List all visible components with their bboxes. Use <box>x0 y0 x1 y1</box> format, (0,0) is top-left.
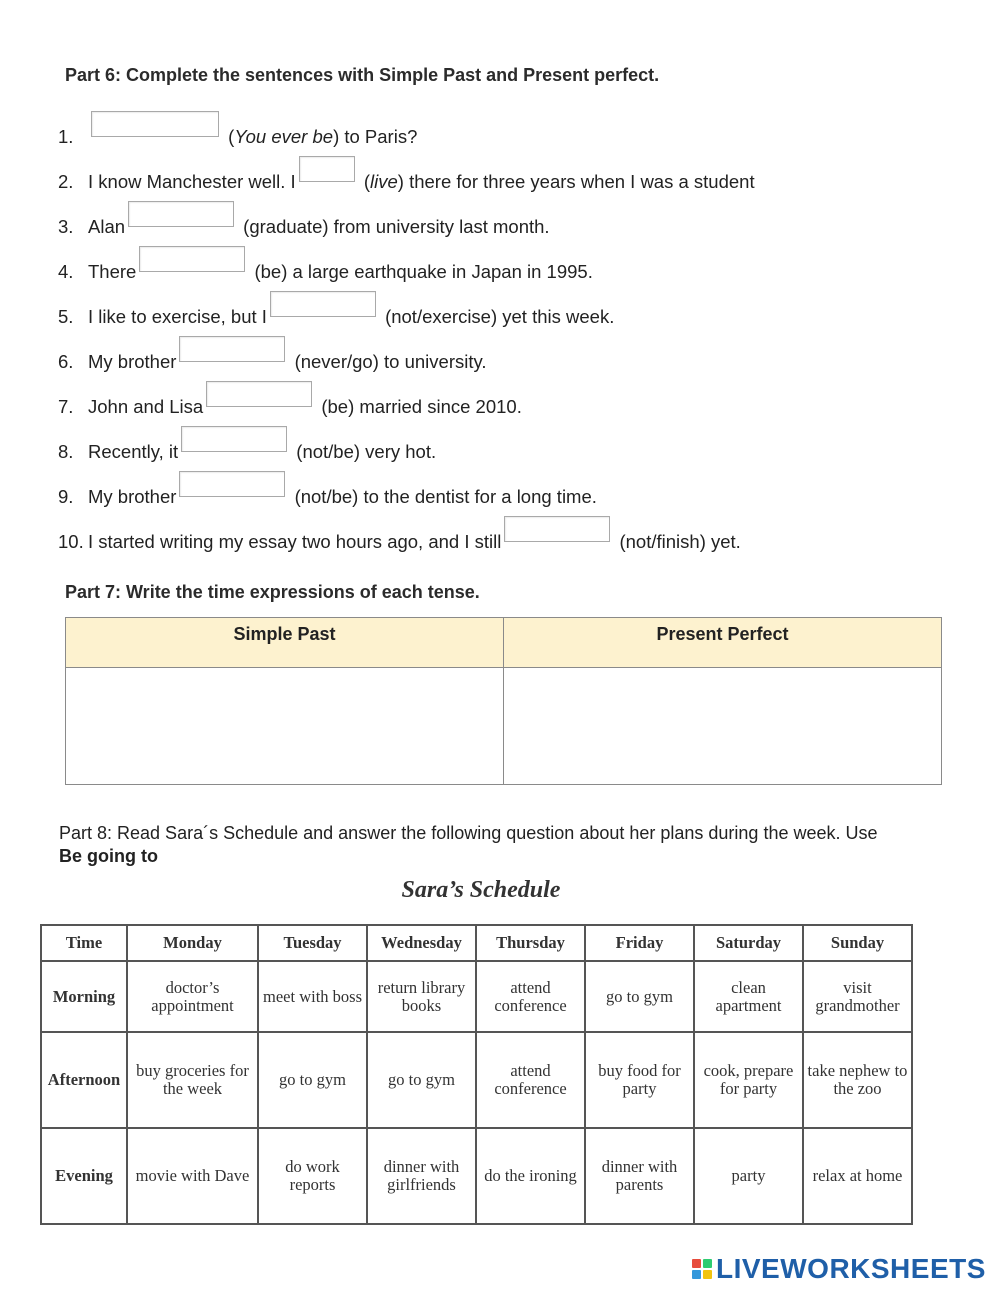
header-cell: Time <box>41 925 127 961</box>
header-cell: Saturday <box>694 925 803 961</box>
item-hint: (never/go) to university. <box>294 351 487 372</box>
schedule-row-morning <box>41 961 912 1032</box>
item-hint: (live) there for three years when I was a student <box>363 171 755 192</box>
part7-heading: Part 7: Write the time expressions of each tense. <box>65 582 480 602</box>
answer-input-5[interactable] <box>270 291 376 317</box>
logo-text: LIVEWORKSHEETS <box>716 1253 986 1284</box>
exercise-item-6 <box>58 345 487 375</box>
schedule-row-afternoon <box>41 1032 912 1128</box>
header-cell: Sunday <box>803 925 912 961</box>
item-number: 7. <box>58 396 74 417</box>
exercise-item-10 <box>58 525 741 555</box>
part8-bold: Be going to <box>59 846 158 866</box>
schedule-table <box>40 924 913 1225</box>
item-hint: (not/be) very hot. <box>296 441 437 462</box>
schedule-cell: attend conference <box>476 1032 585 1128</box>
schedule-cell: visit grandmother <box>803 961 912 1032</box>
header-cell: Tuesday <box>258 925 367 961</box>
logo-square-yellow <box>703 1270 712 1279</box>
item-text: I like to exercise, but I <box>88 306 267 327</box>
header-cell: Monday <box>127 925 258 961</box>
exercise-item-8 <box>58 435 436 465</box>
exercise-item-7 <box>58 390 522 420</box>
schedule-cell: take nephew to the zoo <box>803 1032 912 1128</box>
schedule-cell: do work reports <box>258 1128 367 1224</box>
item-number: 8. <box>58 441 74 462</box>
logo-square-green <box>703 1259 712 1268</box>
schedule-cell: go to gym <box>258 1032 367 1128</box>
item-number: 4. <box>58 261 74 282</box>
exercise-item-2 <box>58 165 755 195</box>
schedule-cell: party <box>694 1128 803 1224</box>
col-present-perfect: Present Perfect <box>504 618 942 668</box>
answer-input-6[interactable] <box>179 336 285 362</box>
schedule-cell: buy food for party <box>585 1032 694 1128</box>
item-text: I started writing my essay two hours ago, and I still <box>88 531 502 552</box>
header-cell: Wednesday <box>367 925 476 961</box>
item-text: There <box>88 261 137 282</box>
row-label: Evening <box>41 1128 127 1224</box>
part8-instructions <box>59 822 959 868</box>
logo-square-red <box>692 1259 701 1268</box>
header-cell: Thursday <box>476 925 585 961</box>
schedule-row-evening <box>41 1128 912 1224</box>
schedule-cell: doctor’s appointment <box>127 961 258 1032</box>
logo-square-blue <box>692 1270 701 1279</box>
liveworksheets-logo[interactable] <box>692 1253 986 1285</box>
schedule-title: Sara’s Schedule <box>401 877 561 903</box>
row-label: Morning <box>41 961 127 1032</box>
present-perfect-answer-cell[interactable] <box>504 668 942 785</box>
schedule-cell: clean apartment <box>694 961 803 1032</box>
exercise-item-9 <box>58 480 597 510</box>
answer-input-3[interactable] <box>128 201 234 227</box>
item-hint: (be) married since 2010. <box>321 396 522 417</box>
header-cell: Friday <box>585 925 694 961</box>
schedule-cell: dinner with parents <box>585 1128 694 1224</box>
schedule-cell: do the ironing <box>476 1128 585 1224</box>
item-hint: (not/be) to the dentist for a long time. <box>294 486 597 507</box>
time-expressions-table <box>65 617 942 785</box>
part8-text: Part 8: Read Sara´s Schedule and answer the following question about her plans during the week. Use <box>59 823 878 843</box>
answer-input-7[interactable] <box>206 381 312 407</box>
item-hint: (not/finish) yet. <box>619 531 741 552</box>
item-text: John and Lisa <box>88 396 204 417</box>
logo-icon <box>692 1259 712 1279</box>
item-number: 1. <box>58 126 74 147</box>
exercise-item-3 <box>58 210 550 240</box>
item-number: 6. <box>58 351 74 372</box>
item-hint: (not/exercise) yet this week. <box>385 306 615 327</box>
schedule-cell: go to gym <box>367 1032 476 1128</box>
schedule-cell: relax at home <box>803 1128 912 1224</box>
item-number: 3. <box>58 216 74 237</box>
item-text: I know Manchester well. I <box>88 171 296 192</box>
answer-input-8[interactable] <box>181 426 287 452</box>
answer-input-9[interactable] <box>179 471 285 497</box>
part6-heading: Part 6: Complete the sentences with Simple Past and Present perfect. <box>65 65 660 85</box>
answer-input-2[interactable] <box>299 156 355 182</box>
schedule-cell: movie with Dave <box>127 1128 258 1224</box>
item-hint: (be) a large earthquake in Japan in 1995. <box>254 261 593 282</box>
item-text: My brother <box>88 486 177 507</box>
item-text: My brother <box>88 351 177 372</box>
row-label: Afternoon <box>41 1032 127 1128</box>
schedule-cell: buy groceries for the week <box>127 1032 258 1128</box>
item-text: Recently, it <box>88 441 179 462</box>
simple-past-answer-cell[interactable] <box>66 668 504 785</box>
schedule-cell: return library books <box>367 961 476 1032</box>
item-hint: (graduate) from university last month. <box>243 216 550 237</box>
item-number: 5. <box>58 306 74 327</box>
item-number: 10. <box>58 531 84 552</box>
answer-input-10[interactable] <box>504 516 610 542</box>
schedule-header-row <box>41 925 912 961</box>
answer-input-1[interactable] <box>91 111 219 137</box>
schedule-cell: attend conference <box>476 961 585 1032</box>
schedule-cell: meet with boss <box>258 961 367 1032</box>
item-hint: (You ever be) to Paris? <box>228 126 418 147</box>
exercise-item-1 <box>58 120 417 150</box>
schedule-cell: go to gym <box>585 961 694 1032</box>
item-number: 2. <box>58 171 74 192</box>
schedule-cell: cook, prepare for party <box>694 1032 803 1128</box>
item-number: 9. <box>58 486 74 507</box>
schedule-cell: dinner with girlfriends <box>367 1128 476 1224</box>
item-text: Alan <box>88 216 126 237</box>
exercise-item-4 <box>58 255 593 285</box>
exercise-item-5 <box>58 300 614 330</box>
answer-input-4[interactable] <box>139 246 245 272</box>
col-simple-past: Simple Past <box>66 618 504 668</box>
